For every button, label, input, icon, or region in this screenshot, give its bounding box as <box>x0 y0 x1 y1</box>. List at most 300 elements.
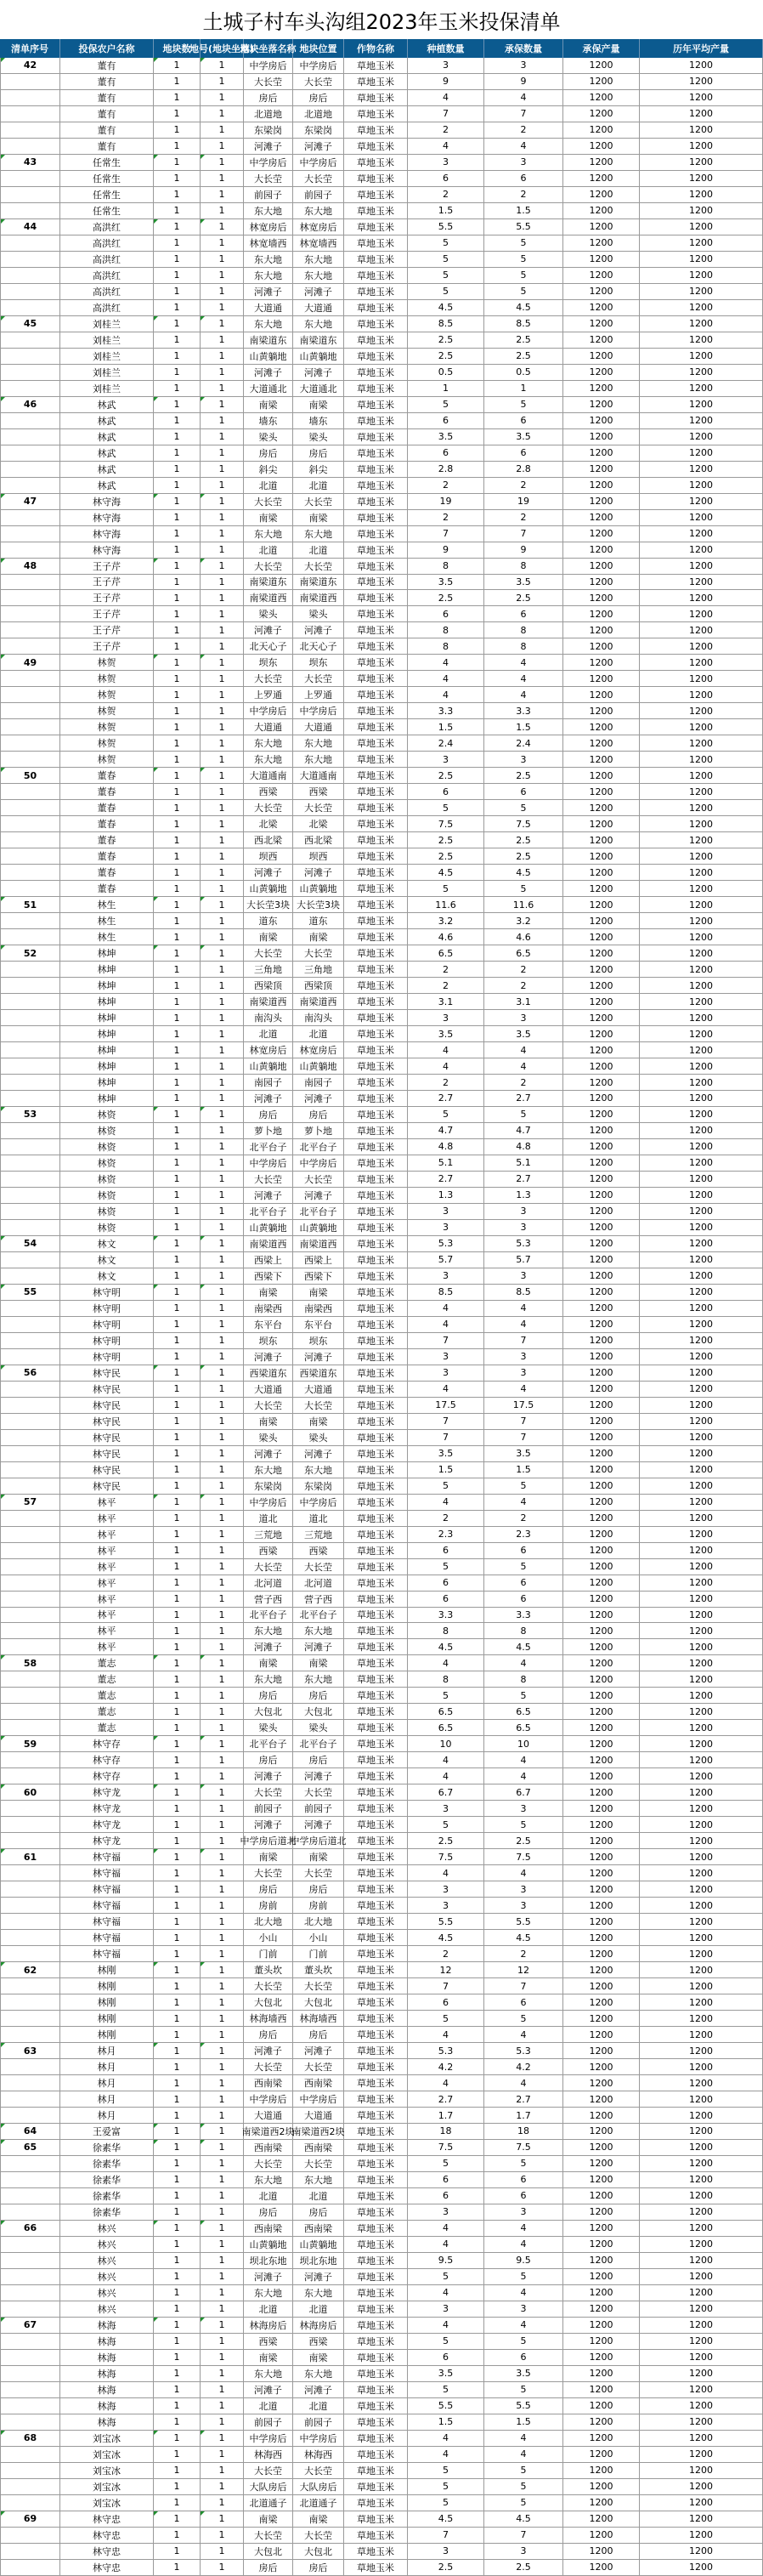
cell-average-yield: 1200 <box>640 800 763 816</box>
cell-planted-amount: 2.5 <box>408 590 484 606</box>
cell-insured-amount: 5 <box>484 800 563 816</box>
cell-plot-count: 1 <box>154 445 201 462</box>
cell-plot-location: 北平台子 <box>244 1204 293 1220</box>
cell-crop-name: 草地玉米 <box>344 494 408 510</box>
cell-planted-amount: 5 <box>408 252 484 268</box>
cell-insured-yield: 1200 <box>563 187 640 203</box>
cell-row-number <box>0 575 60 591</box>
cell-insured-yield: 1200 <box>563 1575 640 1592</box>
cell-row-number <box>0 2059 60 2075</box>
table-row <box>0 219 763 235</box>
header-plot-count: 地块数 <box>154 39 201 58</box>
cell-farmer-name: 林平 <box>60 1543 154 1559</box>
cell-plot-position: 中学房后 <box>293 58 344 74</box>
cell-plot-location: 房后 <box>244 2560 293 2576</box>
cell-plot-count: 1 <box>154 413 201 429</box>
cell-plot-number: 1 <box>201 881 244 897</box>
cell-row-number <box>0 2382 60 2398</box>
cell-plot-number: 1 <box>201 1881 244 1898</box>
cell-insured-yield: 1200 <box>563 832 640 848</box>
table-row <box>0 1849 763 1865</box>
cell-row-number: 46 <box>0 397 60 413</box>
cell-average-yield: 1200 <box>640 1414 763 1430</box>
cell-farmer-name: 林武 <box>60 413 154 429</box>
cell-plot-location: 中学房后 <box>244 58 293 74</box>
cell-plot-number: 1 <box>201 1333 244 1349</box>
table-row <box>0 2350 763 2366</box>
cell-plot-count: 1 <box>154 1978 201 1994</box>
cell-planted-amount: 5 <box>408 2011 484 2027</box>
cell-plot-position: 东平台 <box>293 1317 344 1333</box>
cell-plot-position: 东大地 <box>293 752 344 768</box>
cell-average-yield: 1200 <box>640 1592 763 1608</box>
cell-insured-yield: 1200 <box>563 800 640 816</box>
cell-farmer-name: 林守福 <box>60 1865 154 1881</box>
cell-plot-number: 1 <box>201 526 244 542</box>
cell-plot-location: 大包北 <box>244 1994 293 2011</box>
cell-plot-position: 大长茔 <box>293 1172 344 1188</box>
cell-average-yield: 1200 <box>640 1527 763 1543</box>
cell-farmer-name: 林刚 <box>60 1978 154 1994</box>
cell-planted-amount: 2.5 <box>408 848 484 865</box>
cell-plot-count: 1 <box>154 1285 201 1301</box>
cell-plot-number: 1 <box>201 1833 244 1849</box>
cell-crop-name: 草地玉米 <box>344 1914 408 1930</box>
cell-insured-yield: 1200 <box>563 768 640 784</box>
cell-row-number <box>0 542 60 559</box>
cell-plot-location: 西梁道东 <box>244 1365 293 1382</box>
cell-crop-name: 草地玉米 <box>344 2366 408 2382</box>
cell-plot-location: 南沟头 <box>244 1010 293 1026</box>
cell-plot-number: 1 <box>201 2075 244 2091</box>
cell-plot-number: 1 <box>201 1172 244 1188</box>
cell-planted-amount: 4 <box>408 2431 484 2447</box>
cell-row-number: 64 <box>0 2124 60 2140</box>
cell-planted-amount: 4 <box>408 139 484 155</box>
cell-farmer-name: 林守明 <box>60 1301 154 1317</box>
table-row <box>0 1865 763 1881</box>
cell-planted-amount: 5.3 <box>408 2043 484 2059</box>
cell-plot-number: 1 <box>201 1414 244 1430</box>
cell-plot-location: 东梁岗 <box>244 1478 293 1495</box>
cell-insured-amount: 6 <box>484 445 563 462</box>
cell-plot-location: 河滩子 <box>244 1817 293 1833</box>
cell-crop-name: 草地玉米 <box>344 913 408 929</box>
cell-planted-amount: 1.5 <box>408 203 484 219</box>
cell-row-number <box>0 735 60 752</box>
cell-crop-name: 草地玉米 <box>344 1252 408 1268</box>
cell-plot-location: 林海西 <box>244 2447 293 2463</box>
cell-plot-position: 南梁道东 <box>293 332 344 349</box>
table-row <box>0 1801 763 1817</box>
table-row <box>0 784 763 800</box>
cell-planted-amount: 2.5 <box>408 349 484 365</box>
cell-average-yield: 1200 <box>640 575 763 591</box>
cell-crop-name: 草地玉米 <box>344 1865 408 1881</box>
header-farmer-name: 投保农户名称 <box>60 39 154 58</box>
cell-insured-amount: 3 <box>484 752 563 768</box>
cell-row-number: 43 <box>0 155 60 171</box>
cell-insured-yield: 1200 <box>563 2091 640 2108</box>
cell-plot-count: 1 <box>154 139 201 155</box>
cell-plot-location: 西梁下 <box>244 1268 293 1285</box>
cell-plot-count: 1 <box>154 929 201 945</box>
cell-plot-count: 1 <box>154 284 201 300</box>
table-row <box>0 671 763 687</box>
cell-plot-location: 大长茔 <box>244 171 293 187</box>
cell-insured-yield: 1200 <box>563 1736 640 1752</box>
cell-plot-count: 1 <box>154 1478 201 1495</box>
cell-crop-name: 草地玉米 <box>344 349 408 365</box>
cell-plot-number: 1 <box>201 235 244 252</box>
cell-insured-amount: 2.7 <box>484 1091 563 1107</box>
cell-plot-position: 大长茔3块 <box>293 897 344 913</box>
cell-plot-position: 东梁岗 <box>293 122 344 139</box>
cell-plot-position: 前园子 <box>293 2414 344 2431</box>
cell-plot-count: 1 <box>154 332 201 349</box>
table-row <box>0 1736 763 1752</box>
cell-plot-location: 河滩子 <box>244 365 293 381</box>
cell-farmer-name: 董志 <box>60 1688 154 1704</box>
cell-row-number <box>0 1349 60 1365</box>
cell-plot-position: 河滩子 <box>293 2382 344 2398</box>
cell-farmer-name: 林守存 <box>60 1768 154 1784</box>
cell-plot-location: 北道 <box>244 2398 293 2414</box>
cell-planted-amount: 5 <box>408 235 484 252</box>
header-planted-amount: 种植数量 <box>408 39 484 58</box>
cell-plot-count: 1 <box>154 768 201 784</box>
cell-plot-position: 墙东 <box>293 413 344 429</box>
cell-plot-position: 南梁道西2块 <box>293 2124 344 2140</box>
cell-farmer-name: 高洪红 <box>60 235 154 252</box>
cell-insured-amount: 6 <box>484 2188 563 2204</box>
cell-planted-amount: 9 <box>408 542 484 559</box>
cell-plot-position: 林宽房后 <box>293 219 344 235</box>
cell-plot-location: 北梁 <box>244 816 293 832</box>
cell-plot-location: 房后 <box>244 445 293 462</box>
cell-insured-amount: 4.5 <box>484 2511 563 2528</box>
cell-plot-location: 林宽房后 <box>244 219 293 235</box>
cell-average-yield: 1200 <box>640 2285 763 2301</box>
cell-insured-yield: 1200 <box>563 655 640 671</box>
cell-plot-position: 山黄躺地 <box>293 881 344 897</box>
cell-farmer-name: 高洪红 <box>60 284 154 300</box>
cell-crop-name: 草地玉米 <box>344 2011 408 2027</box>
cell-row-number <box>0 1220 60 1236</box>
cell-planted-amount: 8.5 <box>408 316 484 332</box>
cell-plot-position: 南梁 <box>293 1849 344 1865</box>
cell-average-yield: 1200 <box>640 2479 763 2495</box>
cell-insured-amount: 2.5 <box>484 349 563 365</box>
header-plot-number: 地号(地块坐落) <box>201 39 244 58</box>
cell-insured-amount: 4 <box>484 2221 563 2237</box>
cell-insured-amount: 4 <box>484 90 563 106</box>
cell-plot-location: 斜尖 <box>244 462 293 478</box>
cell-planted-amount: 1.7 <box>408 2108 484 2124</box>
cell-plot-count: 1 <box>154 1365 201 1382</box>
cell-plot-position: 南梁 <box>293 2511 344 2528</box>
cell-farmer-name: 林守民 <box>60 1478 154 1495</box>
cell-average-yield: 1200 <box>640 2043 763 2059</box>
cell-average-yield: 1200 <box>640 1382 763 1398</box>
cell-plot-position: 河滩子 <box>293 1349 344 1365</box>
cell-plot-location: 三荒地 <box>244 1527 293 1543</box>
cell-average-yield: 1200 <box>640 1946 763 1962</box>
cell-plot-position: 大长茔 <box>293 74 344 90</box>
cell-average-yield: 1200 <box>640 622 763 638</box>
cell-plot-number: 1 <box>201 413 244 429</box>
cell-farmer-name: 刘宝冰 <box>60 2463 154 2479</box>
cell-crop-name: 草地玉米 <box>344 1107 408 1123</box>
cell-plot-count: 1 <box>154 1446 201 1462</box>
cell-plot-number: 1 <box>201 2188 244 2204</box>
cell-average-yield: 1200 <box>640 316 763 332</box>
cell-plot-count: 1 <box>154 735 201 752</box>
table-row <box>0 2495 763 2511</box>
cell-farmer-name: 董有 <box>60 90 154 106</box>
table-row <box>0 252 763 268</box>
cell-farmer-name: 徐素华 <box>60 2140 154 2156</box>
cell-planted-amount: 6 <box>408 1543 484 1559</box>
cell-planted-amount: 4 <box>408 687 484 703</box>
cell-planted-amount: 6 <box>408 784 484 800</box>
cell-insured-yield: 1200 <box>563 2398 640 2414</box>
cell-plot-location: 北天心子 <box>244 638 293 655</box>
cell-average-yield: 1200 <box>640 2495 763 2511</box>
cell-insured-amount: 7.5 <box>484 1849 563 1865</box>
cell-planted-amount: 3 <box>408 1881 484 1898</box>
cell-planted-amount: 4.5 <box>408 300 484 316</box>
cell-insured-amount: 6 <box>484 2172 563 2188</box>
cell-plot-position: 房后 <box>293 1752 344 1768</box>
cell-row-number <box>0 1543 60 1559</box>
cell-crop-name: 草地玉米 <box>344 735 408 752</box>
cell-planted-amount: 8 <box>408 638 484 655</box>
cell-insured-amount: 7 <box>484 106 563 122</box>
table-row <box>0 187 763 203</box>
cell-average-yield: 1200 <box>640 881 763 897</box>
cell-average-yield: 1200 <box>640 2221 763 2237</box>
cell-insured-amount: 4 <box>484 2075 563 2091</box>
cell-plot-position: 南梁 <box>293 510 344 526</box>
cell-farmer-name: 王子芹 <box>60 638 154 655</box>
cell-insured-amount: 6 <box>484 171 563 187</box>
cell-row-number <box>0 687 60 703</box>
cell-plot-position: 斜尖 <box>293 462 344 478</box>
cell-farmer-name: 林守忠 <box>60 2528 154 2544</box>
cell-plot-count: 1 <box>154 1833 201 1849</box>
cell-average-yield: 1200 <box>640 897 763 913</box>
cell-row-number <box>0 235 60 252</box>
cell-plot-position: 大长茔 <box>293 800 344 816</box>
table-row <box>0 2463 763 2479</box>
cell-plot-position: 山黄躺地 <box>293 2237 344 2253</box>
cell-average-yield: 1200 <box>640 1671 763 1688</box>
cell-average-yield: 1200 <box>640 332 763 349</box>
cell-plot-number: 1 <box>201 2269 244 2285</box>
cell-planted-amount: 2 <box>408 1075 484 1091</box>
cell-row-number <box>0 1398 60 1414</box>
table-row <box>0 1333 763 1349</box>
cell-plot-number: 1 <box>201 1704 244 1720</box>
cell-plot-position: 林海西 <box>293 2447 344 2463</box>
cell-plot-number: 1 <box>201 832 244 848</box>
cell-plot-count: 1 <box>154 203 201 219</box>
cell-plot-location: 西梁顶 <box>244 978 293 994</box>
cell-crop-name: 草地玉米 <box>344 832 408 848</box>
cell-planted-amount: 5.5 <box>408 2398 484 2414</box>
cell-average-yield: 1200 <box>640 219 763 235</box>
cell-average-yield: 1200 <box>640 252 763 268</box>
cell-plot-position: 南梁 <box>293 2350 344 2366</box>
cell-planted-amount: 3 <box>408 155 484 171</box>
cell-insured-yield: 1200 <box>563 1720 640 1736</box>
cell-average-yield: 1200 <box>640 2301 763 2318</box>
cell-planted-amount: 4 <box>408 1495 484 1511</box>
cell-plot-location: 大长茔 <box>244 1172 293 1188</box>
cell-row-number <box>0 1123 60 1139</box>
cell-plot-location: 小山 <box>244 1930 293 1946</box>
cell-plot-location: 南梁 <box>244 2511 293 2528</box>
cell-plot-count: 1 <box>154 1752 201 1768</box>
cell-insured-yield: 1200 <box>563 1188 640 1204</box>
cell-crop-name: 草地玉米 <box>344 1285 408 1301</box>
cell-row-number <box>0 2528 60 2544</box>
cell-plot-location: 林海房后 <box>244 2318 293 2334</box>
cell-plot-number: 1 <box>201 735 244 752</box>
cell-farmer-name: 徐素华 <box>60 2156 154 2172</box>
cell-insured-amount: 2.7 <box>484 1172 563 1188</box>
cell-plot-number: 1 <box>201 1058 244 1075</box>
cell-average-yield: 1200 <box>640 1898 763 1914</box>
cell-insured-yield: 1200 <box>563 122 640 139</box>
cell-insured-amount: 4.7 <box>484 1123 563 1139</box>
cell-insured-yield: 1200 <box>563 2204 640 2221</box>
cell-insured-amount: 0.5 <box>484 365 563 381</box>
cell-plot-count: 1 <box>154 478 201 494</box>
cell-row-number <box>0 703 60 719</box>
cell-insured-amount: 8 <box>484 1623 563 1639</box>
table-row <box>0 122 763 139</box>
cell-average-yield: 1200 <box>640 784 763 800</box>
cell-insured-yield: 1200 <box>563 1511 640 1527</box>
cell-plot-count: 1 <box>154 2027 201 2043</box>
cell-insured-yield: 1200 <box>563 413 640 429</box>
cell-average-yield: 1200 <box>640 542 763 559</box>
cell-planted-amount: 5 <box>408 1817 484 1833</box>
cell-insured-amount: 5 <box>484 2382 563 2398</box>
cell-average-yield: 1200 <box>640 2140 763 2156</box>
cell-average-yield: 1200 <box>640 2511 763 2528</box>
cell-insured-amount: 2 <box>484 1511 563 1527</box>
cell-insured-amount: 4 <box>484 1042 563 1058</box>
cell-plot-location: 北道地 <box>244 106 293 122</box>
cell-crop-name: 草地玉米 <box>344 1704 408 1720</box>
cell-crop-name: 草地玉米 <box>344 1898 408 1914</box>
table-row <box>0 2285 763 2301</box>
cell-planted-amount: 6 <box>408 2172 484 2188</box>
cell-farmer-name: 林贺 <box>60 752 154 768</box>
cell-plot-number: 1 <box>201 1768 244 1784</box>
cell-row-number <box>0 1559 60 1575</box>
cell-plot-position: 大道通 <box>293 1382 344 1398</box>
cell-insured-yield: 1200 <box>563 2188 640 2204</box>
cell-insured-amount: 2 <box>484 478 563 494</box>
cell-insured-yield: 1200 <box>563 2382 640 2398</box>
cell-plot-position: 东大地 <box>293 316 344 332</box>
table-row <box>0 139 763 155</box>
cell-farmer-name: 徐素华 <box>60 2188 154 2204</box>
table-row <box>0 365 763 381</box>
cell-plot-location: 河滩子 <box>244 1639 293 1655</box>
cell-crop-name: 草地玉米 <box>344 252 408 268</box>
cell-plot-location: 房前 <box>244 1898 293 1914</box>
cell-crop-name: 草地玉米 <box>344 687 408 703</box>
cell-plot-position: 房后 <box>293 90 344 106</box>
cell-row-number <box>0 187 60 203</box>
cell-insured-amount: 2 <box>484 510 563 526</box>
cell-planted-amount: 4 <box>408 2027 484 2043</box>
table-row <box>0 1365 763 1382</box>
cell-row-number <box>0 1608 60 1624</box>
cell-insured-yield: 1200 <box>563 1462 640 1478</box>
cell-plot-number: 1 <box>201 1349 244 1365</box>
cell-planted-amount: 3.3 <box>408 703 484 719</box>
cell-plot-count: 1 <box>154 994 201 1010</box>
cell-plot-count: 1 <box>154 1608 201 1624</box>
cell-plot-number: 1 <box>201 962 244 978</box>
cell-planted-amount: 4 <box>408 1317 484 1333</box>
cell-insured-yield: 1200 <box>563 559 640 575</box>
cell-row-number <box>0 2334 60 2350</box>
cell-plot-position: 大道通 <box>293 2108 344 2124</box>
cell-average-yield: 1200 <box>640 1026 763 1042</box>
cell-insured-amount: 7 <box>484 1333 563 1349</box>
cell-plot-location: 河滩子 <box>244 1349 293 1365</box>
cell-insured-yield: 1200 <box>563 2544 640 2560</box>
table-row <box>0 2011 763 2027</box>
table-row <box>0 1285 763 1301</box>
cell-crop-name: 草地玉米 <box>344 1801 408 1817</box>
cell-planted-amount: 6 <box>408 2188 484 2204</box>
cell-plot-count: 1 <box>154 832 201 848</box>
cell-planted-amount: 3.5 <box>408 575 484 591</box>
cell-plot-count: 1 <box>154 2414 201 2431</box>
cell-plot-position: 营子西 <box>293 1592 344 1608</box>
cell-crop-name: 草地玉米 <box>344 1414 408 1430</box>
cell-row-number <box>0 865 60 881</box>
cell-insured-yield: 1200 <box>563 1042 640 1058</box>
cell-crop-name: 草地玉米 <box>344 1736 408 1752</box>
cell-planted-amount: 3 <box>408 1801 484 1817</box>
cell-plot-number: 1 <box>201 429 244 445</box>
cell-plot-count: 1 <box>154 590 201 606</box>
cell-crop-name: 草地玉米 <box>344 2479 408 2495</box>
cell-farmer-name: 董有 <box>60 74 154 90</box>
cell-average-yield: 1200 <box>640 1188 763 1204</box>
cell-crop-name: 草地玉米 <box>344 752 408 768</box>
table-row <box>0 800 763 816</box>
cell-farmer-name: 任常生 <box>60 187 154 203</box>
cell-plot-number: 1 <box>201 2011 244 2027</box>
cell-row-number <box>0 2560 60 2576</box>
cell-insured-yield: 1200 <box>563 1914 640 1930</box>
cell-plot-count: 1 <box>154 1204 201 1220</box>
cell-plot-location: 大道通 <box>244 300 293 316</box>
cell-plot-count: 1 <box>154 2350 201 2366</box>
cell-farmer-name: 林资 <box>60 1107 154 1123</box>
cell-insured-amount: 2.3 <box>484 1527 563 1543</box>
